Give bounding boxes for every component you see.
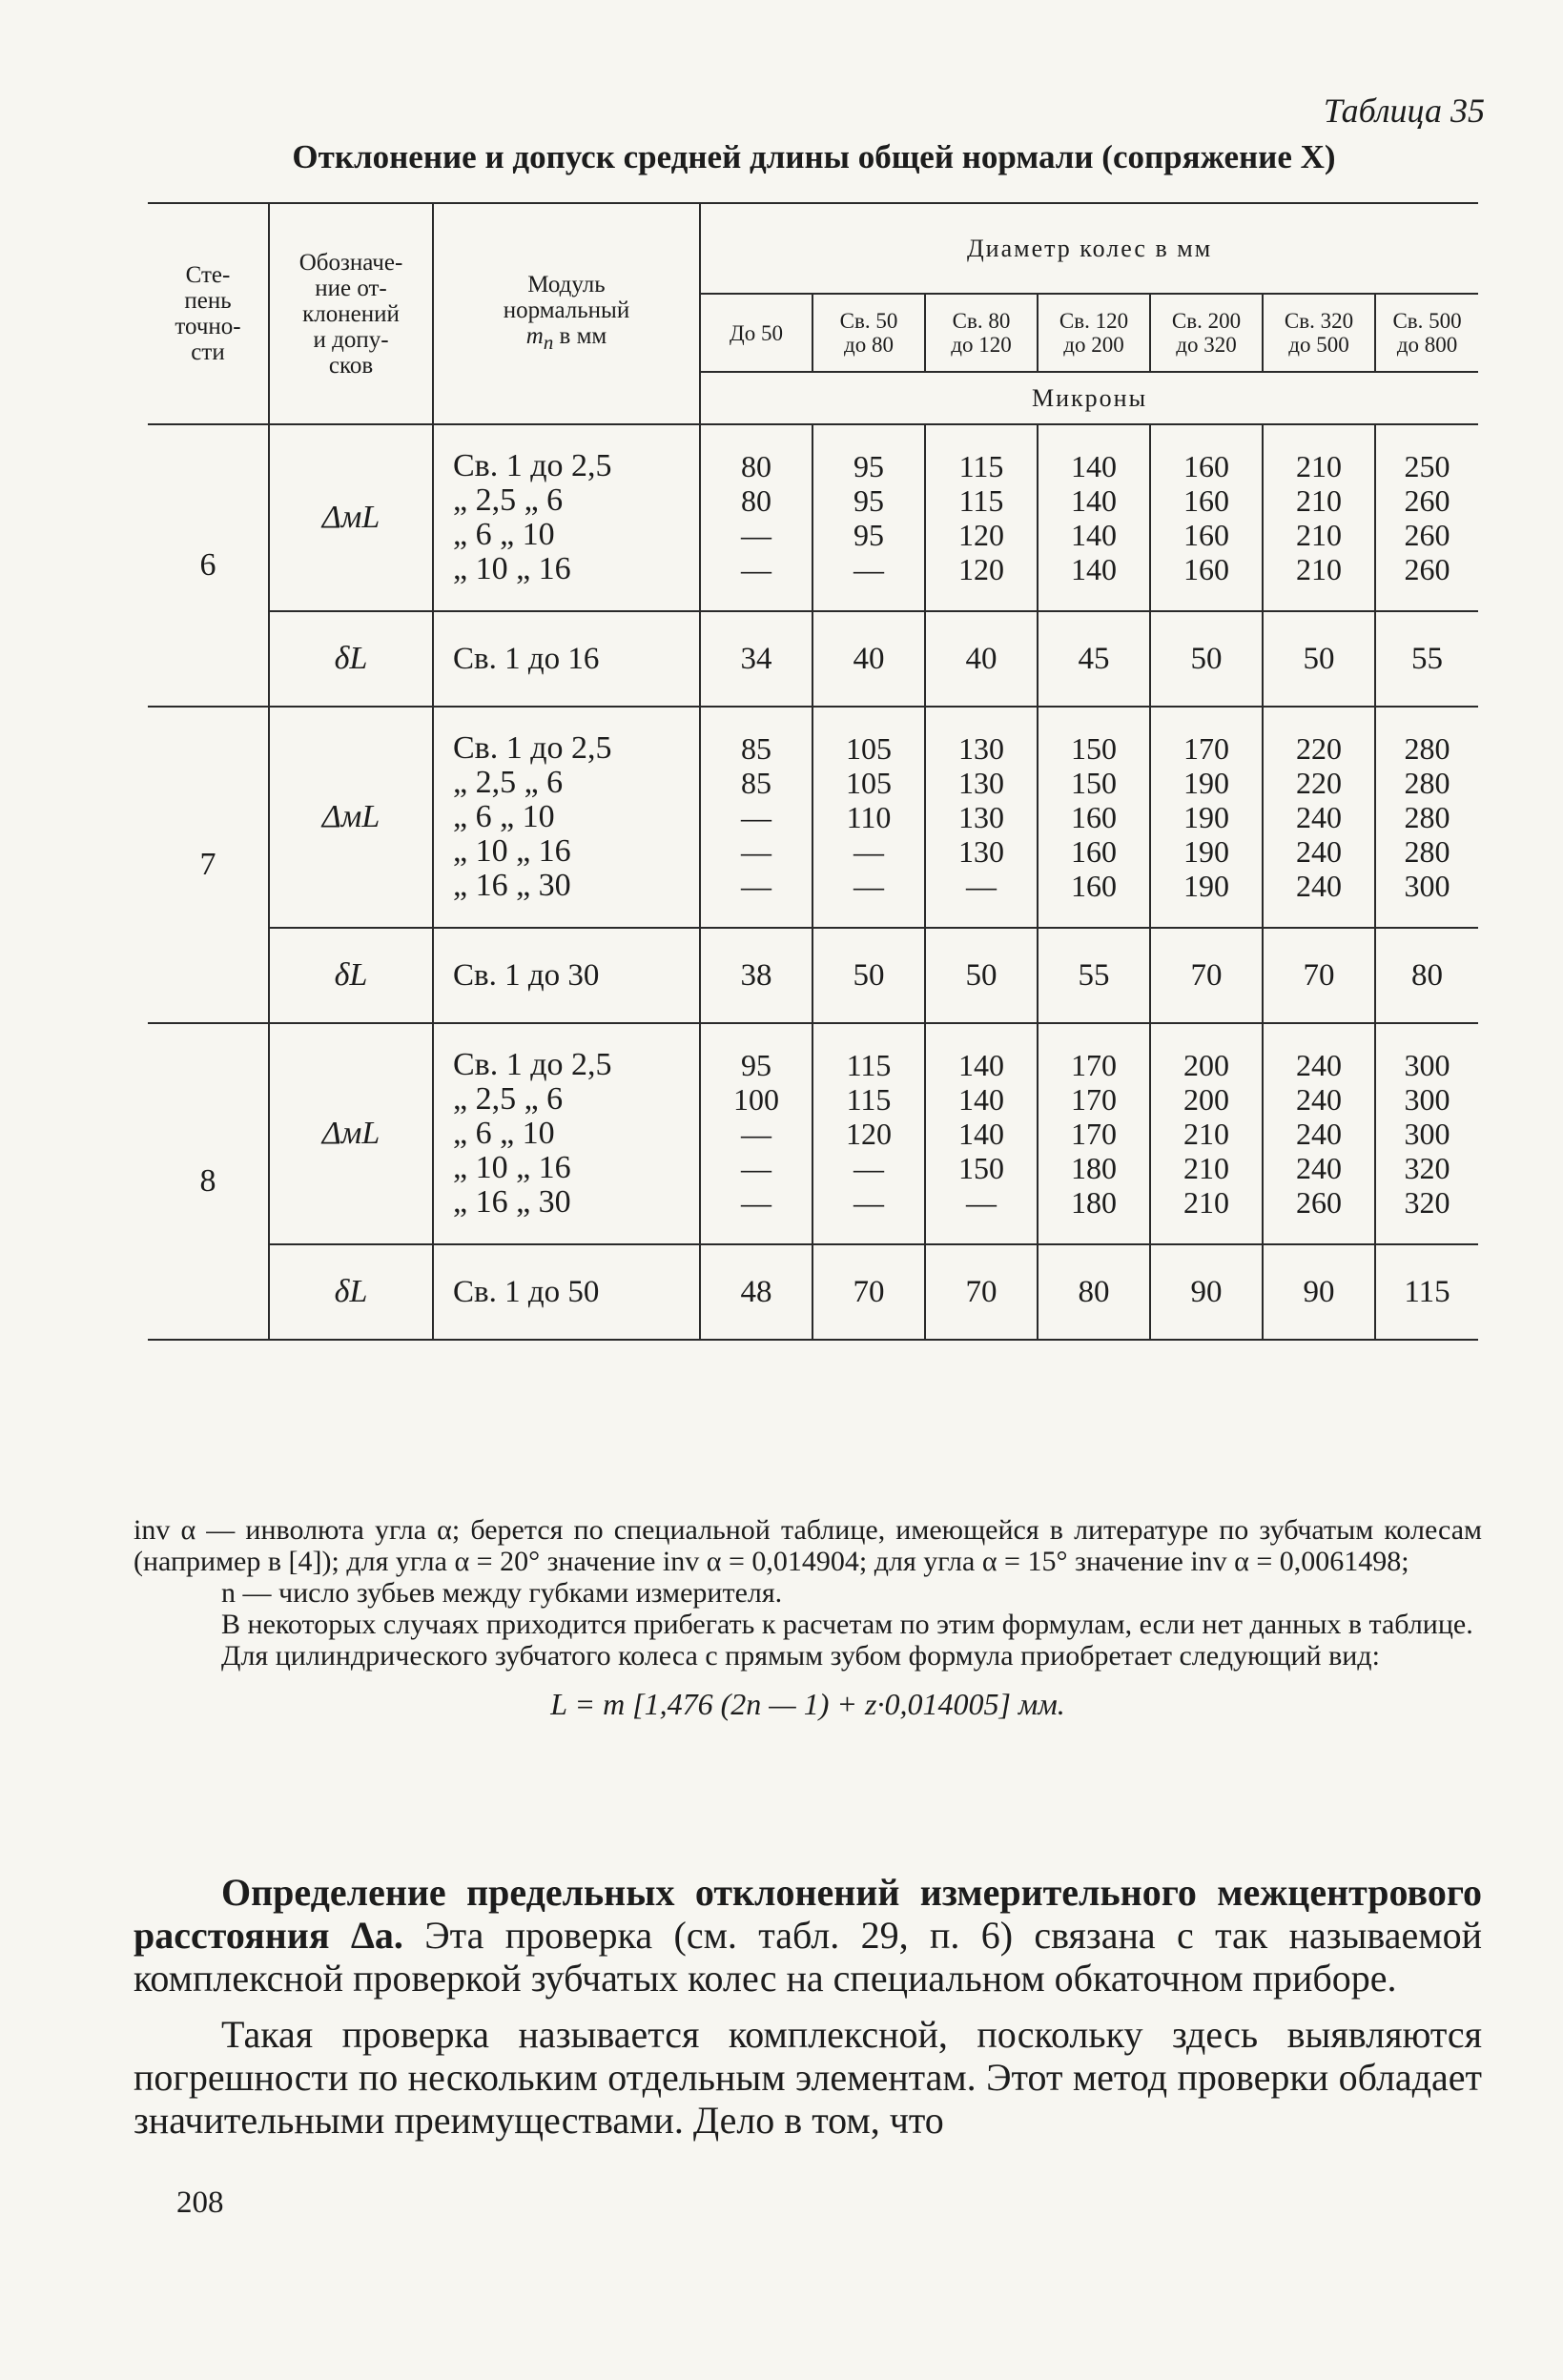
deviation-row [148, 1023, 1478, 1244]
note-para2: Для цилиндрического зубчатого колеса с прямым зубом формула приобретает следующий вид: [221, 1640, 1380, 1672]
tolerance-value: 70 [1263, 928, 1375, 1023]
table-caption: Таблица 35 [1323, 92, 1485, 130]
module-ranges: Св. 1 до 2,5 „ 2,5 „ 6 „ 6 „ 10 „ 10 „ 16 „ 16 „ 30 [433, 707, 700, 928]
tolerance-value: 70 [812, 1244, 925, 1340]
note-inv: inv α — инволюта угла α; берется по специальной таблице, имеющейся в литературе по зубчатым колесам (например в [4]); для угла α = 20° значение inv α = 0,014904; для угла α = 15° значение inv α = 0,0061498; [134, 1514, 1482, 1577]
module-ranges: Св. 1 до 2,5 „ 2,5 „ 6 „ 6 „ 10 „ 10 „ 16 [433, 424, 700, 611]
formula: L = m [1,476 (2n — 1) + z·0,014005] мм. [550, 1687, 1065, 1721]
degree-cell: 7 [148, 707, 269, 1023]
diameter-column-header: Св. 500 до 800 [1375, 294, 1478, 372]
header-diameter: Диаметр колес в мм [700, 203, 1478, 294]
deviation-values: 150 150 160 160 160 [1038, 707, 1150, 928]
header-degree: Сте- пень точно- сти [148, 203, 269, 424]
deviation-values: 95 95 95 — [812, 424, 925, 611]
diameter-column-header: Св. 50 до 80 [812, 294, 925, 372]
tolerance-row [148, 611, 1478, 707]
page-number: 208 [176, 2185, 224, 2220]
deviation-values: 140 140 140 140 [1038, 424, 1150, 611]
degree-cell: 8 [148, 1023, 269, 1340]
note-n: n — число зубьев между губками измерителя. [221, 1577, 783, 1609]
section-text: Эта проверка (см. табл. 29, п. 6) связана с так называемой комплексной проверкой зубчатых колес на специальном обкаточном приборе. [134, 1914, 1482, 2000]
tolerance-value: 90 [1263, 1244, 1375, 1340]
tolerance-value: 50 [1150, 611, 1263, 707]
deviation-values: 210 210 210 210 [1263, 424, 1375, 611]
tolerance-row [148, 928, 1478, 1023]
deviation-values: 220 220 240 240 240 [1263, 707, 1375, 928]
deviation-values: 170 190 190 190 190 [1150, 707, 1263, 928]
degree-cell: 6 [148, 424, 269, 707]
tolerance-value: 80 [1375, 928, 1478, 1023]
tolerance-value: 50 [812, 928, 925, 1023]
tolerance-value: 34 [700, 611, 812, 707]
diameter-column-header: До 50 [700, 294, 812, 372]
diameter-column-header: Св. 80 до 120 [925, 294, 1038, 372]
deviation-values: 170 170 170 180 180 [1038, 1023, 1150, 1244]
deviation-table [148, 202, 1478, 1341]
deviation-row [148, 424, 1478, 611]
tolerance-module: Св. 1 до 30 [433, 928, 700, 1023]
note-para1: В некоторых случаях приходится прибегать к расчетам по этим формулам, если нет данных в таблице. [221, 1609, 1473, 1640]
diameter-column-header: Св. 120 до 200 [1038, 294, 1150, 372]
deviation-values: 105 105 110 — — [812, 707, 925, 928]
tolerance-module: Св. 1 до 50 [433, 1244, 700, 1340]
module-ranges: Св. 1 до 2,5 „ 2,5 „ 6 „ 6 „ 10 „ 10 „ 16 „ 16 „ 30 [433, 1023, 700, 1244]
tolerance-value: 40 [812, 611, 925, 707]
tolerance-symbol: δL [269, 1244, 433, 1340]
section-block [134, 1871, 1482, 2142]
section-heading: Определение предельных отклонений измерительного межцентрового расстояния Δa. [134, 1871, 1482, 1957]
tolerance-value: 38 [700, 928, 812, 1023]
tolerance-value: 45 [1038, 611, 1150, 707]
tolerance-value: 55 [1375, 611, 1478, 707]
tolerance-value: 115 [1375, 1244, 1478, 1340]
tolerance-value: 90 [1150, 1244, 1263, 1340]
deviation-values: 115 115 120 120 [925, 424, 1038, 611]
diameter-column-header: Св. 320 до 500 [1263, 294, 1375, 372]
deviation-values: 160 160 160 160 [1150, 424, 1263, 611]
deviation-values: 80 80 — — [700, 424, 812, 611]
deviation-symbol: ΔмL [269, 424, 433, 611]
deviation-values: 300 300 300 320 320 [1375, 1023, 1478, 1244]
notes-block [134, 1514, 1482, 1720]
deviation-row [148, 707, 1478, 928]
tolerance-value: 50 [925, 928, 1038, 1023]
deviation-symbol: ΔмL [269, 707, 433, 928]
deviation-values: 85 85 — — — [700, 707, 812, 928]
deviation-values: 280 280 280 280 300 [1375, 707, 1478, 928]
tolerance-value: 70 [1150, 928, 1263, 1023]
deviation-values: 200 200 210 210 210 [1150, 1023, 1263, 1244]
tolerance-value: 50 [1263, 611, 1375, 707]
header-designation: Обозначе- ние от- клонений и допу- сков [269, 203, 433, 424]
tolerance-value: 48 [700, 1244, 812, 1340]
tolerance-value: 40 [925, 611, 1038, 707]
diameter-column-header: Св. 200 до 320 [1150, 294, 1263, 372]
tolerance-value: 80 [1038, 1244, 1150, 1340]
tolerance-value: 55 [1038, 928, 1150, 1023]
tolerance-module: Св. 1 до 16 [433, 611, 700, 707]
deviation-values: 240 240 240 240 260 [1263, 1023, 1375, 1244]
header-module: Модуль нормальный $m_n$ в мм [433, 203, 700, 424]
section-para: Такая проверка называется комплексной, поскольку здесь выявляются погрешности по нескольким отдельным элементам. Этот метод проверки обладает значительными преимуществами. Дело в том, что [134, 2013, 1482, 2142]
deviation-symbol: ΔмL [269, 1023, 433, 1244]
tolerance-row [148, 1244, 1478, 1340]
tolerance-value: 70 [925, 1244, 1038, 1340]
deviation-values: 95 100 — — — [700, 1023, 812, 1244]
deviation-values: 115 115 120 — — [812, 1023, 925, 1244]
deviation-values: 130 130 130 130 — [925, 707, 1038, 928]
tolerance-symbol: δL [269, 928, 433, 1023]
header-units: Микроны [700, 372, 1478, 424]
deviation-values: 140 140 140 150 — [925, 1023, 1038, 1244]
table-title: Отклонение и допуск средней длины общей нормали (сопряжение X) [292, 138, 1336, 175]
tolerance-symbol: δL [269, 611, 433, 707]
deviation-values: 250 260 260 260 [1375, 424, 1478, 611]
